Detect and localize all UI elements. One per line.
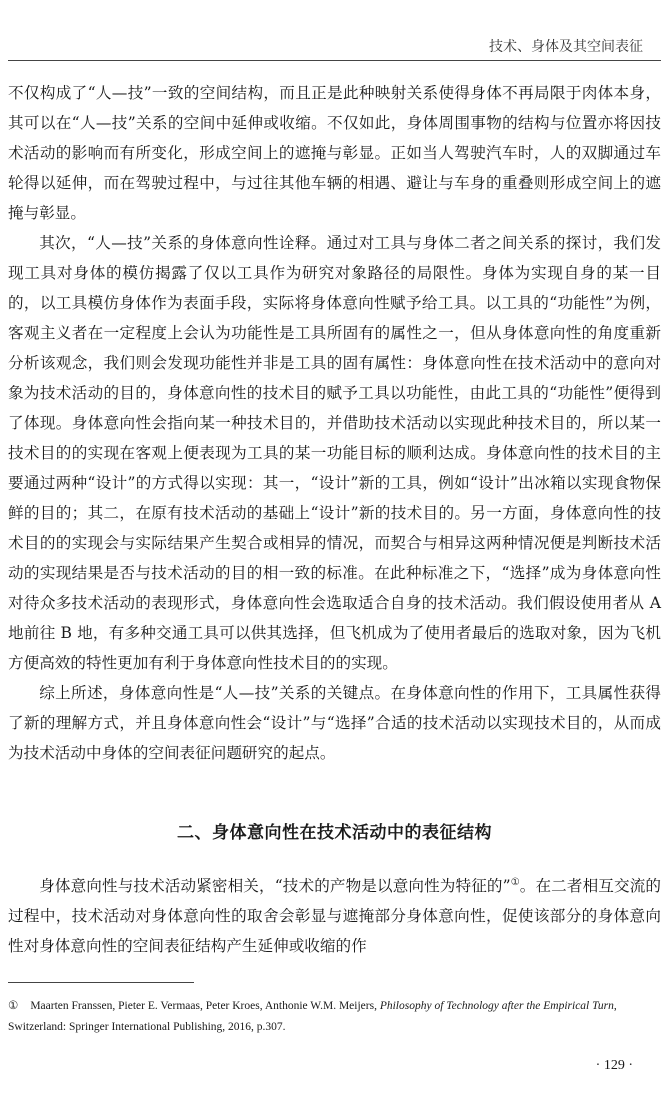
footnote-publisher: , Switzerland: Springer International Publishing, 2016, p.307. (8, 1000, 617, 1033)
footnote-authors: Maarten Franssen, Pieter E. Vermaas, Peter Kroes, Anthonie W.M. Meijers, (30, 1000, 380, 1012)
paragraph-summary: 综上所述，身体意向性是“人—技”关系的关键点。在身体意向性的作用下，工具属性获得了新的理解方式，并且身体意向性会“设计”与“选择”合适的技术活动以实现技术目的，从而成为技术活动中身体的空间表征问题研究的起点。 (8, 684, 661, 762)
running-header: 技术、身体及其空间表征 (489, 39, 643, 55)
section-body (8, 868, 661, 961)
footnote-rule (8, 982, 194, 983)
paragraph-continued: 不仅构成了“人—技”一致的空间结构，而且正是此种映射关系使得身体不再局限于肉体本身，其可以在“人—技”关系的空间中延伸或收缩。不仅如此，身体周围事物的结构与位置亦将因技术活动的影响而有所变化，形成空间上的遮掩与彰显。正如当人驾驶汽车时，人的双脚通过车轮得以延伸，而在驾驶过程中，与过往其他车辆的相遇、避让与车身的重叠则形成空间上的遮掩与彰显。 (8, 84, 661, 222)
footnote-ref-marker[interactable]: ① (510, 877, 520, 888)
paragraph-second: 其次，“人—技”关系的身体意向性诠释。通过对工具与身体二者之间关系的探讨，我们发现工具对身体的模仿揭露了仅以工具作为研究对象路径的局限性。身体为实现自身的某一目的，以工具模仿身体作为表面手段，实际将身体意向性赋予给工具。以工具的“功能性”为例，客观主义者在一定程度上会认为功能性是工具所固有的属性之一，但从身体意向性的角度重新分析该观念，我们则会发现功能性并非是工具的固有属性：身体意向性在技术活动中的意向对象为技术活动的目的，身体意向性的技术目的赋予工具以功能性，由此工具的“功能性”便得到了体现。身体意向性会指向某一种技术目的，并借助技术活动以实现此种技术目的，所以某一技术目的的实现在客观上便表现为工具的某一功能目标的顺利达成。身体意向性的技术目的主要通过两种“设计”的方式得以实现：其一，“设计”新的工具，例如“设计”出冰箱以实现食物保鲜的目的；其二，在原有技术活动的基础上“设计”新的技术目的。另一方面，身体意向性的技术目的的实现会与实际结果产生契合或相异的情况，而契合与相异这两种情况便是判断技术活动的实现结果是否与技术活动的目的相一致的标准。在此种标准之下，“选择”成为身体意向性对待众多技术活动的表现形式，身体意向性会选取适合自身的技术活动。我们假设使用者从 A 地前往 B 地，有多种交通工具可以供其选择，但飞机成为了使用者最后的选取对象，因为飞机方便高效的特性更加有利于身体意向性技术目的的实现。 (8, 234, 661, 672)
page-number: · 129 · (595, 1058, 633, 1073)
section-heading: 二、身体意向性在技术活动中的表征结构 (177, 823, 492, 843)
section-paragraph-text-a: 身体意向性与技术活动紧密相关，“技术的产物是以意向性为特征的” (39, 877, 511, 896)
header-rule (8, 60, 661, 61)
section-paragraph-text-b: 。在二者相互交流的过程中，技术活动对身体意向性的取舍会彰显与遮掩部分身体意向性，促使该部分的身体意向性对身体意向性的空间表征结构产生延伸或收缩的作 (8, 877, 661, 956)
body-text (8, 78, 661, 768)
footnote (8, 996, 661, 1038)
footnote-marker: ① (8, 1000, 19, 1012)
footnote-book-title: Philosophy of Technology after the Empirical Turn (379, 1000, 614, 1012)
section-paragraph (8, 868, 661, 961)
